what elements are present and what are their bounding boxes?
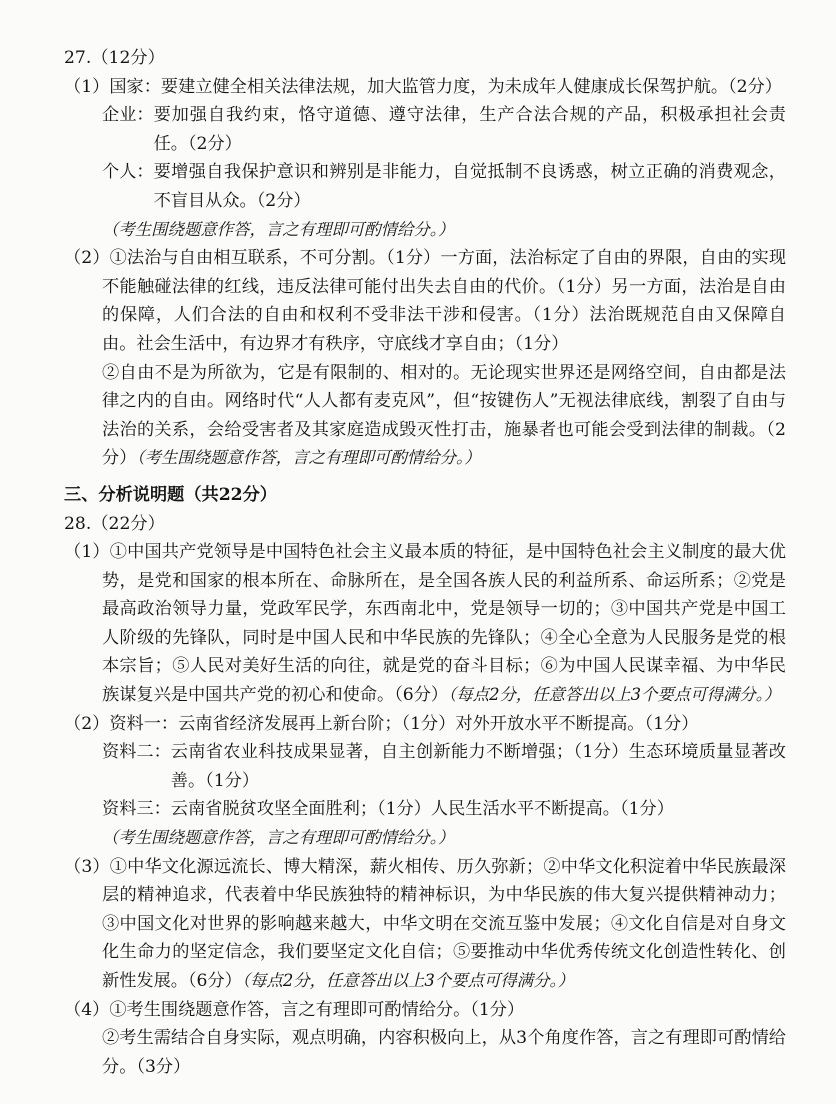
q28-part2-m2 [64,738,786,795]
material2-label: 资料二： [102,742,171,763]
q28-part3 [64,853,786,996]
country-label: 国家： [109,76,161,97]
material1-label: 资料一： [109,713,179,734]
q27-part2-number: （2） [64,248,110,269]
q27-part1-note: （考生围绕题意作答，言之有理即可酌情给分。） [102,219,455,239]
q27-part2-b-note: （考生围绕题意作答，言之有理即可酌情给分。） [136,448,481,468]
q28-part1-number: （1） [64,542,110,563]
q28-part1 [64,538,786,710]
q28-part4-number: （4） [64,999,110,1020]
q28-part1-text: ①中国共产党领导是中国特色社会主义最本质的特征，是中国特色社会主义制度的最大优势，是党和国家的根本所在、命脉所在，是全国各族人民的利益所系、命运所系；②党是最高政治领导力量，党政军民学，东西南北中，党是领导一切的；③中国共产党是中国工人阶级的先锋队，同时是中国人民和中华民族的先锋队；④全心全意为人民服务是党的根本宗旨；⑤人民对美好生活的向往，就是党的奋斗目标；⑥为中国人民谋幸福、为中华民族谋复兴是中国共产党的初心和使命。（6分） [102,542,786,706]
q27-part2-b-text: ②自由不是为所欲为，它是有限制的、相对的。无论现实世界还是网络空间，自由都是法律之内的自由。网络时代“人人都有麦克风”，但“按键伤人”无视法律底线，割裂了自由与法治的关系，会给受害者及其家庭造成毁灭性打击，施暴者也可能会受到法律的制裁。（2分） [102,362,786,469]
person-text: 要增强自我保护意识和辨别是非能力，自觉抵制不良诱惑，树立正确的消费观念，不盲目从众。（2分） [153,162,786,211]
q28-part4-a-text: ①考生围绕题意作答，言之有理即可酌情给分。（1分） [109,999,525,1020]
material1-text: 云南省经济发展再上新台阶；（1分）对外开放水平不断提高。（1分） [178,713,699,734]
company-text: 要加强自我约束，恪守道德、遵守法律，生产合法合规的产品，积极承担社会责任。（2分） [153,105,786,154]
q27-heading: 27.（12分） [64,48,165,68]
material3-text: 云南省脱贫攻坚全面胜利；（1分）人民生活水平不断提高。（1分） [170,799,674,820]
q28-part3-number: （3） [64,856,110,877]
section3-title: 三、分析说明题（共22分） [64,484,277,505]
q27-part1-country [64,73,786,102]
q28-heading: 28.（22分） [64,513,165,534]
country-text: 要建立健全相关法律法规，加大监管力度，为未成年人健康成长保驾护航。（2分） [160,76,782,97]
q28-part3-note: （每点2分，任意答出以上3个要点可得满分。） [241,971,575,990]
q28-part2-note: （考生围绕题意作答，言之有理即可酌情给分。） [102,828,455,848]
q27-part2-b [64,359,786,473]
person-label: 个人： [102,162,154,183]
q27-part1-number: （1） [64,76,110,97]
q28-part4-a [64,996,786,1025]
q27-part1-person [64,158,786,215]
material3-label: 资料三： [102,799,171,820]
q27-part2-a [64,244,786,358]
q28-part4-b: ②考生需结合自身实际，观点明确，内容积极向上，从3个角度作答，言之有理即可酌情给分。（3分） [102,1028,786,1077]
company-label: 企业： [102,105,154,126]
material2-text: 云南省农业科技成果显著，自主创新能力不断增强；（1分）生态环境质量显著改善。（1分） [170,742,786,791]
q28-part1-note: （每点2分，任意答出以上3个要点可得满分。） [448,685,781,705]
q28-part3-text: ①中华文化源远流长、博大精深，薪火相传、历久弥新；②中华文化积淀着中华民族最深层的精神追求，代表着中华民族独特的精神标识，为中华民族的伟大复兴提供精神动力；③中国文化对世界的影响越来越大，中华文明在交流互鉴中发展；④文化自信是对自身文化生命力的坚定信念，我们要坚定文化自信；⑤要推动中华优秀传统文化创造性转化、创新性发展。（6分） [102,856,786,991]
q27-part1-company [64,101,786,158]
q28-part2-m3 [64,795,786,824]
q28-part2-number: （2） [64,713,110,734]
q28-part2-m1 [64,710,786,739]
q27-part2-a-text: ①法治与自由相互联系，不可分割。（1分）一方面，法治标定了自由的界限，自由的实现不能触碰法律的红线，违反法律可能付出失去自由的代价。（1分）另一方面，法治是自由的保障，人们合法的自由和权利不受非法干涉和侵害。（1分）法治既规范自由又保障自由。社会生活中，有边界才有秩序，守底线才享自由；（1分） [102,248,787,354]
